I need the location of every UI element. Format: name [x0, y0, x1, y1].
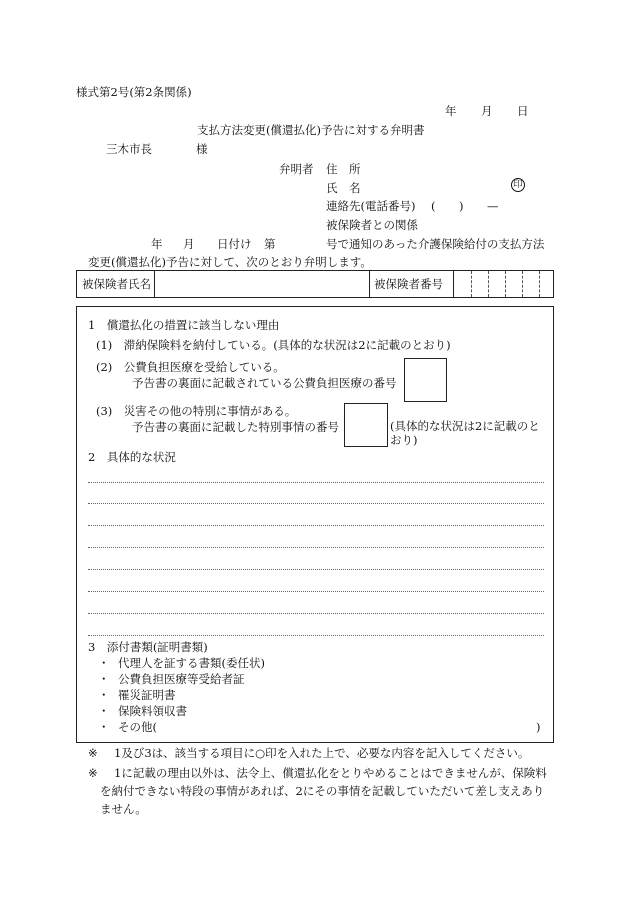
- insured-name-label: 被保険者氏名: [82, 277, 151, 291]
- reason-item-2[interactable]: (2) 公費負担医療を受給している。: [96, 360, 285, 374]
- document-title: 支払方法変更(償還払化)予告に対する弁明書: [197, 123, 425, 137]
- intro-line2: 変更(償還払化)予告に対して、次のとおり弁明します。: [88, 255, 372, 269]
- note-1: 1及び3は、該当する項目に○印を入れた上で、必要な内容を記入してください。: [114, 746, 530, 760]
- phone-paren-close: ): [459, 199, 464, 213]
- digit-separator: [539, 271, 540, 297]
- date-month-label: 月: [481, 104, 493, 118]
- name-label: 氏 名: [326, 181, 361, 195]
- attachment-item[interactable]: 代理人を証する書類(委任状): [118, 656, 265, 670]
- attachment-item[interactable]: 罹災証明書: [118, 688, 176, 702]
- relation-label: 被保険者との関係: [326, 218, 418, 232]
- phone-dash: —: [487, 199, 499, 213]
- reason-item-3[interactable]: (3) 災害その他の特別に事情がある。: [96, 404, 297, 418]
- insured-number-label: 被保険者番号: [374, 277, 443, 291]
- bullet-icon: ・: [98, 704, 110, 718]
- writing-line[interactable]: [88, 635, 544, 636]
- writing-line[interactable]: [88, 569, 544, 570]
- note-2-line2: を納付できない特段の事情があれば、2にその事情を記載していただいて差し支えあり: [100, 784, 545, 798]
- section2-heading: 2 具体的な状況: [88, 450, 176, 464]
- bullet-icon: ・: [98, 688, 110, 702]
- seal-mark: 印: [511, 178, 525, 192]
- other-close-paren: ): [536, 720, 541, 734]
- special-circumstance-number-box[interactable]: [344, 403, 388, 447]
- bullet-icon: ・: [98, 656, 110, 670]
- date-year-label: 年: [445, 104, 457, 118]
- note-2-line3: ません。: [100, 802, 147, 816]
- writing-line[interactable]: [88, 525, 544, 526]
- phone-label: 連絡先(電話番号): [326, 199, 416, 213]
- reason-item-2-sub: 予告書の裏面に記載されている公費負担医療の番号: [132, 376, 397, 390]
- addressee: 三木市長: [106, 142, 152, 156]
- reason-item-3-note: (具体的な状況は2に記載のと: [390, 419, 540, 433]
- writing-line[interactable]: [88, 591, 544, 592]
- bullet-icon: ・: [98, 672, 110, 686]
- insured-info-table: [76, 270, 554, 298]
- table-divider: [369, 271, 370, 297]
- intro-dated: 日付け: [217, 237, 252, 251]
- attachment-item[interactable]: 公費負担医療等受給者証: [118, 672, 245, 686]
- digit-separator: [522, 271, 523, 297]
- form-number: 様式第2号(第2条関係): [76, 85, 192, 99]
- reason-item-3-sub: 予告書の裏面に記載した特別事情の番号: [132, 420, 339, 434]
- writing-line[interactable]: [88, 547, 544, 548]
- bullet-icon: ・: [98, 720, 110, 734]
- addressee-honorific: 様: [196, 142, 208, 156]
- digit-separator: [471, 271, 472, 297]
- intro-month: 月: [183, 237, 195, 251]
- phone-paren-open: (: [431, 199, 436, 213]
- reason-item-1[interactable]: (1) 滞納保険料を納付している。(具体的な状況は2に記載のとおり): [96, 338, 451, 352]
- intro-year: 年: [151, 237, 163, 251]
- address-label: 住 所: [326, 162, 361, 176]
- note-mark: ※: [88, 766, 98, 780]
- intro-dai: 第: [264, 237, 276, 251]
- insured-name-field[interactable]: [155, 271, 369, 297]
- note-mark: ※: [88, 746, 98, 760]
- note-2-line1: 1に記載の理由以外は、法令上、償還払化をとりやめることはできませんが、保険料: [114, 766, 547, 780]
- reason-item-3-note-cont: おり): [390, 433, 418, 447]
- attachment-item[interactable]: その他(: [118, 720, 157, 734]
- intro-line1: 号で通知のあった介護保険給付の支払方法: [326, 237, 545, 251]
- writing-line[interactable]: [88, 482, 544, 483]
- writing-line[interactable]: [88, 503, 544, 504]
- writing-line[interactable]: [88, 613, 544, 614]
- digit-separator: [488, 271, 489, 297]
- public-medical-number-box[interactable]: [404, 358, 447, 402]
- attachment-item[interactable]: 保険料領収書: [118, 704, 187, 718]
- digit-separator: [505, 271, 506, 297]
- section3-heading: 3 添付書類(証明書類): [88, 640, 208, 654]
- section1-heading: 1 償還払化の措置に該当しない理由: [88, 318, 280, 332]
- applicant-label: 弁明者: [279, 162, 314, 176]
- date-day-label: 日: [517, 104, 529, 118]
